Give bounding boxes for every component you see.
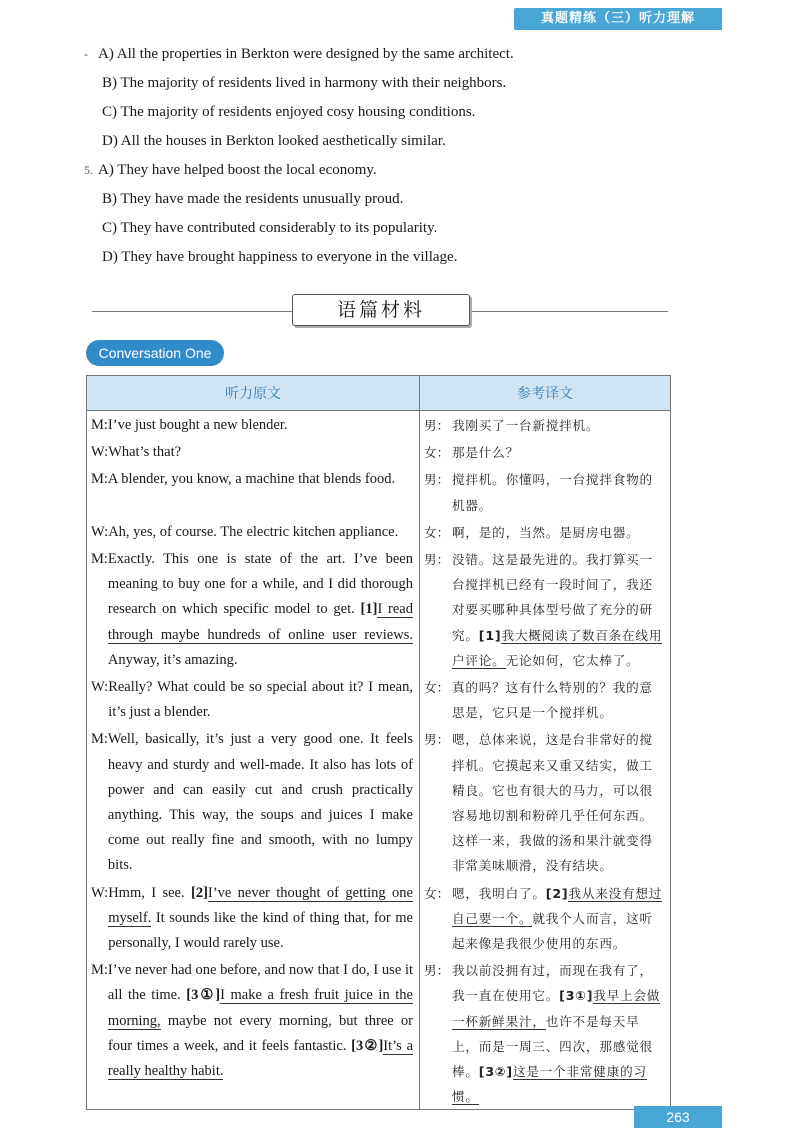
- table-row: [87, 545, 671, 673]
- chinese-line: 搅拌机。你懂吗，一台搅拌食物的机器。: [452, 472, 653, 513]
- question-number: 5.: [84, 163, 93, 177]
- speaker: 女：: [424, 680, 450, 696]
- answer-tag: [1]: [478, 627, 502, 643]
- answer-underline: I make a fresh fruit juice in the morning,: [107, 987, 413, 1029]
- table-row: [87, 725, 671, 878]
- answer-underline: 我从来没有想过自己要一个。: [452, 885, 663, 926]
- answer-options: [84, 40, 684, 272]
- english-line: Really? What could be so special about it? I mean, it’s just a blender.: [108, 679, 413, 721]
- speaker: W:: [91, 523, 109, 540]
- option-text: C) They have contributed considerably to its popularity.: [102, 220, 438, 236]
- column-header-translation: 参考译文: [420, 376, 671, 411]
- answer-tag: [3①]: [559, 988, 594, 1004]
- option-line: [84, 156, 684, 185]
- option-line: [84, 98, 684, 127]
- speaker: W:: [91, 884, 109, 901]
- answer-underline: 我大概阅读了数百条在线用户评论。: [452, 627, 663, 668]
- chinese-line: 真的吗？这有什么特别的？我的意思是，它只是一个搅拌机。: [452, 680, 653, 721]
- table-row: [87, 518, 671, 545]
- table-row: [87, 438, 671, 465]
- speaker: M:: [91, 551, 108, 568]
- chinese-line: 嗯，总体来说，这是台非常好的搅拌机。它摸起来又重又结实，做工精良。它也有很大的马力，可以很容易地切割和粉碎几乎任何东西。这样一来，我做的汤和果汁就变得非常美味顺滑，没有结块。: [452, 732, 653, 874]
- chinese-line: 那是什么？: [452, 445, 519, 461]
- speaker: 男：: [424, 472, 450, 488]
- option-text: D) All the houses in Berkton looked aesthetically similar.: [102, 133, 446, 149]
- chinese-line: 没错。这是最先进的。我打算买一台搅拌机已经有一段时间了，我还对要买哪种具体型号做了充分的研究。[1]我大概阅读了数百条在线用户评论。无论如何，它太棒了。: [452, 552, 663, 668]
- answer-underline: I read through maybe hundreds of online user reviews.: [107, 601, 413, 643]
- english-line: Hmm, I see. [2]I’ve never thought of getting one myself. It sounds like the kind of thing that, for me personally, I would rarely use.: [108, 884, 413, 952]
- answer-underline: I’ve never thought of getting one myself.: [108, 884, 413, 926]
- chinese-line: 我以前没拥有过，而现在我有了，我一直在使用它。[3①]我早上会做一杯新鲜果汁，也许不是每天早上，而是一周三、四次，那感觉很棒。[3②]这是一个非常健康的习惯。: [452, 963, 661, 1105]
- english-line: Exactly. This one is state of the art. I’ve been meaning to buy one for a while, and I did thorough research on which specific model to get. [1]I read through maybe hundreds of online user reviews. Anyway, it’s amazing.: [107, 551, 413, 668]
- english-line: I’ve just bought a new blender.: [107, 417, 288, 433]
- speaker: M:: [91, 471, 108, 488]
- speaker: 女：: [424, 524, 450, 540]
- table-row: [87, 956, 671, 1110]
- answer-underline: 这是一个非常健康的习惯。: [452, 1064, 647, 1105]
- option-text: C) The majority of residents enjoyed cosy housing conditions.: [102, 104, 476, 120]
- option-line: [84, 243, 684, 272]
- speaker: W:: [91, 679, 109, 696]
- answer-underline: It’s a really healthy habit.: [107, 1037, 413, 1080]
- option-line: [84, 214, 684, 243]
- option-text: D) They have brought happiness to everyone in the village.: [102, 249, 458, 265]
- table-row: [87, 411, 671, 439]
- answer-underline: 我早上会做一杯新鲜果汁，: [452, 988, 661, 1029]
- answer-tag: [3②]: [478, 1064, 513, 1080]
- english-line: Well, basically, it’s just a very good one. It feels heavy and sturdy and well-made. It also has lots of power and can easily cut and crush practically anything. This way, the soups and juices I make come out really fine and smooth, with no lumpy bits.: [107, 731, 413, 874]
- english-line: Ah, yes, of course. The electric kitchen appliance.: [108, 523, 399, 540]
- english-line: A blender, you know, a machine that blends food.: [107, 471, 396, 488]
- answer-tag: [2]: [545, 885, 569, 901]
- option-line: [84, 40, 684, 69]
- option-text: A) All the properties in Berkton were designed by the same architect.: [98, 46, 514, 62]
- option-line: [84, 69, 684, 98]
- table-row: [87, 673, 671, 725]
- chapter-header-tab: 真题精练（三）听力理解: [514, 8, 722, 30]
- column-header-original: 听力原文: [87, 376, 420, 411]
- speaker: M:: [91, 962, 108, 979]
- answer-tag: [2]: [190, 884, 208, 901]
- speaker: 女：: [424, 885, 450, 901]
- question-number: -: [84, 47, 88, 61]
- speaker: M:: [91, 417, 108, 433]
- option-line: [84, 127, 684, 156]
- speaker: 女：: [424, 445, 450, 461]
- table-row: [87, 465, 671, 517]
- option-line: [84, 185, 684, 214]
- answer-tag: [3①]: [186, 987, 221, 1004]
- speaker: 男：: [424, 552, 450, 568]
- speaker: M:: [91, 731, 108, 748]
- speaker: 男：: [424, 732, 450, 748]
- speaker: W:: [91, 444, 109, 461]
- chinese-line: 我刚买了一台新搅拌机。: [452, 418, 600, 433]
- speaker: 男：: [424, 418, 450, 433]
- conversation-badge: Conversation One: [86, 340, 224, 366]
- section-title: [92, 294, 668, 328]
- section-title-label: 语篇材料: [292, 294, 470, 326]
- transcript-table: [86, 375, 671, 1110]
- option-text: A) They have helped boost the local economy.: [98, 162, 377, 178]
- chinese-line: 啊，是的，当然。是厨房电器。: [452, 524, 640, 540]
- speaker: 男：: [424, 963, 450, 979]
- english-line: What’s that?: [108, 444, 182, 461]
- page-number: 263: [634, 1106, 722, 1128]
- option-text: B) They have made the residents unusually proud.: [102, 191, 404, 207]
- answer-tag: [1]: [360, 601, 378, 618]
- english-line: I’ve never had one before, and now that I do, I use it all the time. [3①]I make a fresh fruit juice in the morning, maybe not every morning, but three or four times a week, and it feels fantastic. [3②]It’s a really healthy habit.: [107, 962, 413, 1080]
- chinese-line: 嗯，我明白了。[2]我从来没有想过自己要一个。就我个人而言，这听起来像是我很少使用的东西。: [452, 885, 663, 952]
- answer-tag: [3②]: [351, 1037, 384, 1054]
- option-text: B) The majority of residents lived in harmony with their neighbors.: [102, 75, 507, 91]
- table-row: [87, 879, 671, 957]
